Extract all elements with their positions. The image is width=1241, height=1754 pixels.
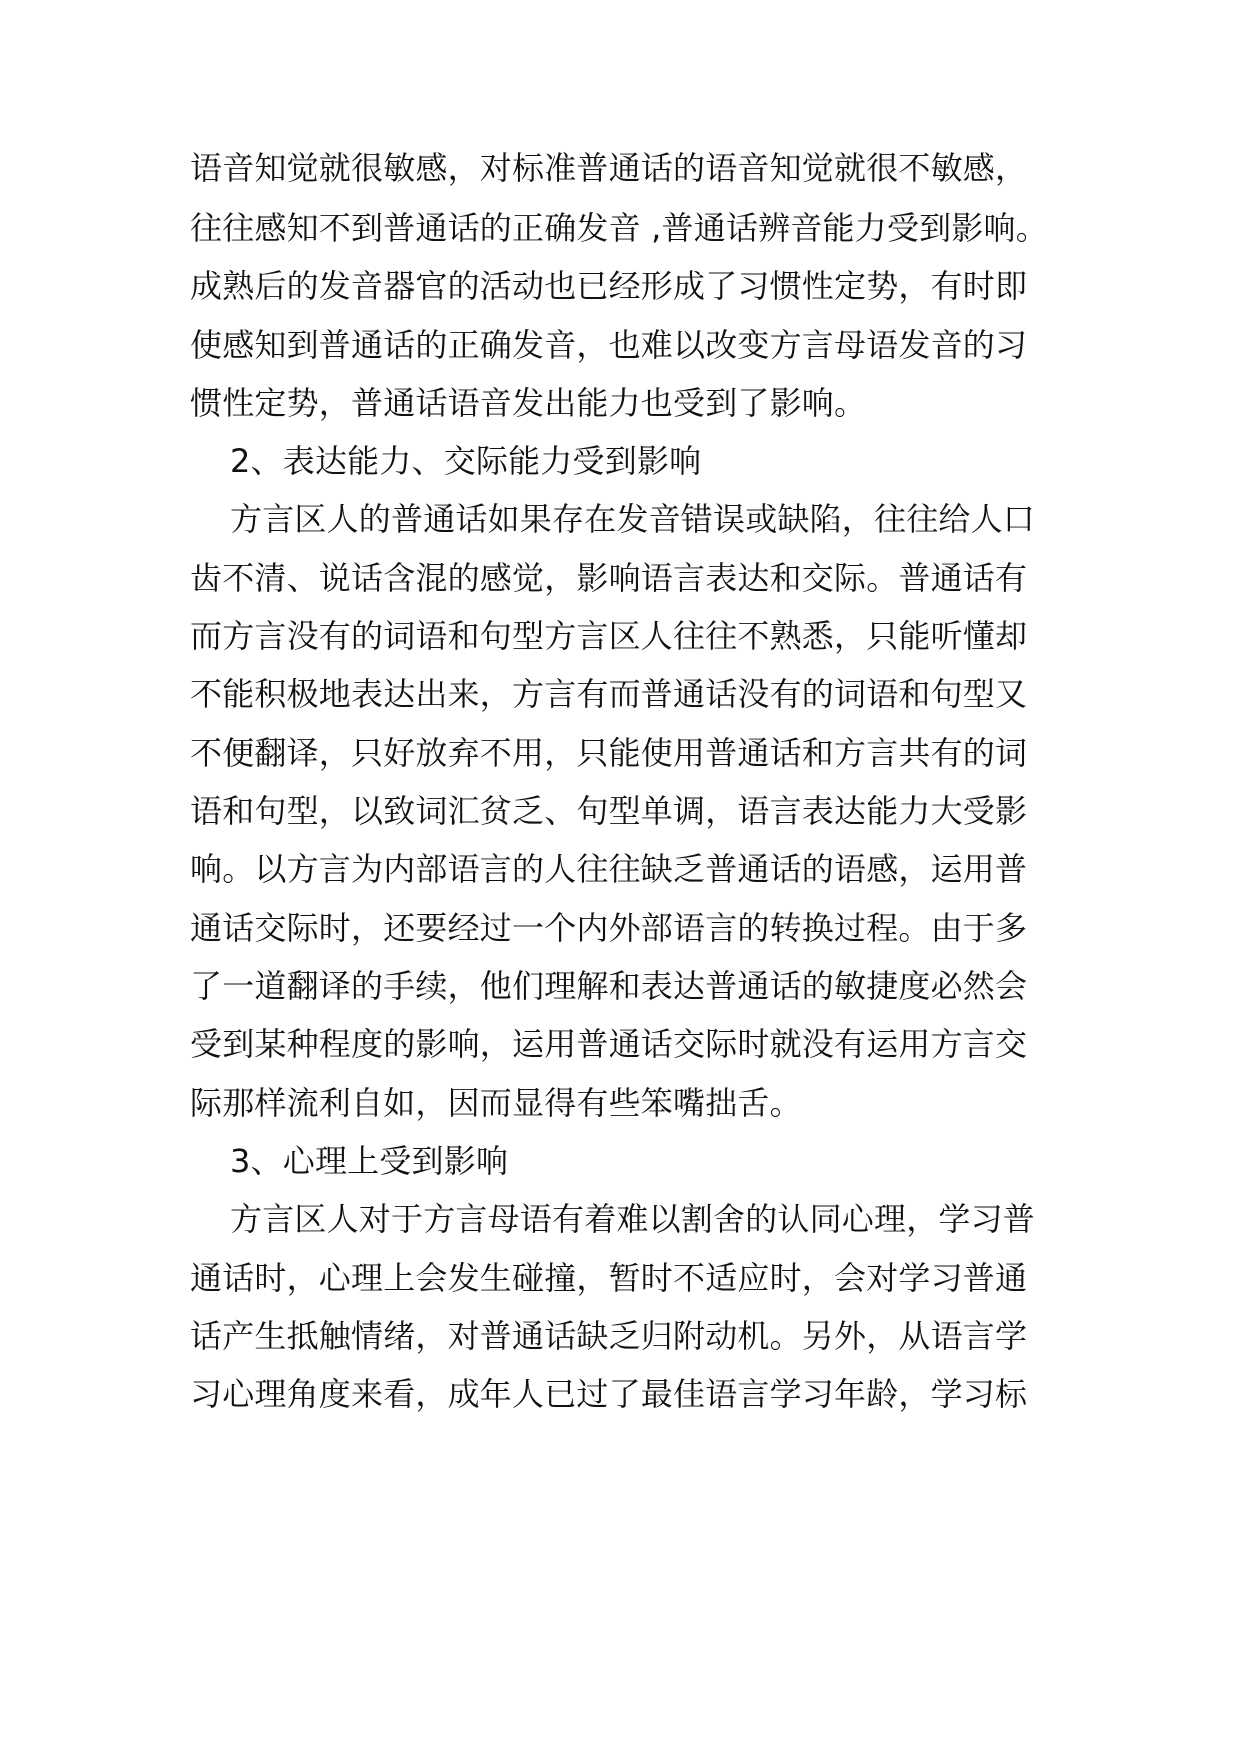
text-line: 受到某种程度的影响，运用普通话交际时就没有运用方言交 xyxy=(190,1025,1028,1063)
text-line: 方言区人的普通话如果存在发音错误或缺陷，往往给人口 xyxy=(230,500,1036,538)
text-line: 话产生抵触情绪，对普通话缺乏归附动机。另外，从语言学 xyxy=(190,1317,1028,1355)
section-heading-3: 3、心理上受到影响 xyxy=(230,1142,509,1180)
text-line: 使感知到普通话的正确发音，也难以改变方言母语发音的习 xyxy=(190,326,1028,364)
text-line: 而方言没有的词语和句型方言区人往往不熟悉，只能听懂却 xyxy=(190,617,1028,655)
text-line: 了一道翻译的手续，他们理解和表达普通话的敏捷度必然会 xyxy=(190,967,1028,1005)
text-line: 成熟后的发音器官的活动也已经形成了习惯性定势，有时即 xyxy=(190,267,1028,305)
text-line: 往往感知不到普通话的正确发音 ,普通话辨音能力受到影响。 xyxy=(190,209,1048,247)
text-line: 通话时，心理上会发生碰撞，暂时不适应时，会对学习普通 xyxy=(190,1259,1028,1297)
text-line: 习心理角度来看，成年人已过了最佳语言学习年龄，学习标 xyxy=(190,1375,1028,1413)
text-line: 响。以方言为内部语言的人往往缺乏普通话的语感，运用普 xyxy=(190,850,1028,888)
text-line: 不便翻译，只好放弃不用，只能使用普通话和方言共有的词 xyxy=(190,734,1028,772)
text-line: 语和句型，以致词汇贫乏、句型单调，语言表达能力大受影 xyxy=(190,792,1028,830)
text-line: 惯性定势，普通话语音发出能力也受到了影响。 xyxy=(190,384,867,422)
text-line: 方言区人对于方言母语有着难以割舍的认同心理，学习普 xyxy=(230,1200,1036,1238)
text-line: 通话交际时，还要经过一个内外部语言的转换过程。由于多 xyxy=(190,909,1028,947)
text-line: 不能积极地表达出来，方言有而普通话没有的词语和句型又 xyxy=(190,675,1028,713)
text-line: 齿不清、说话含混的感觉，影响语言表达和交际。普通话有 xyxy=(190,559,1028,597)
text-line: 际那样流利自如，因而显得有些笨嘴拙舌。 xyxy=(190,1084,802,1122)
text-line: 语音知觉就很敏感，对标准普通话的语音知觉就很不敏感， xyxy=(190,149,1028,187)
section-heading-2: 2、表达能力、交际能力受到影响 xyxy=(230,442,702,480)
